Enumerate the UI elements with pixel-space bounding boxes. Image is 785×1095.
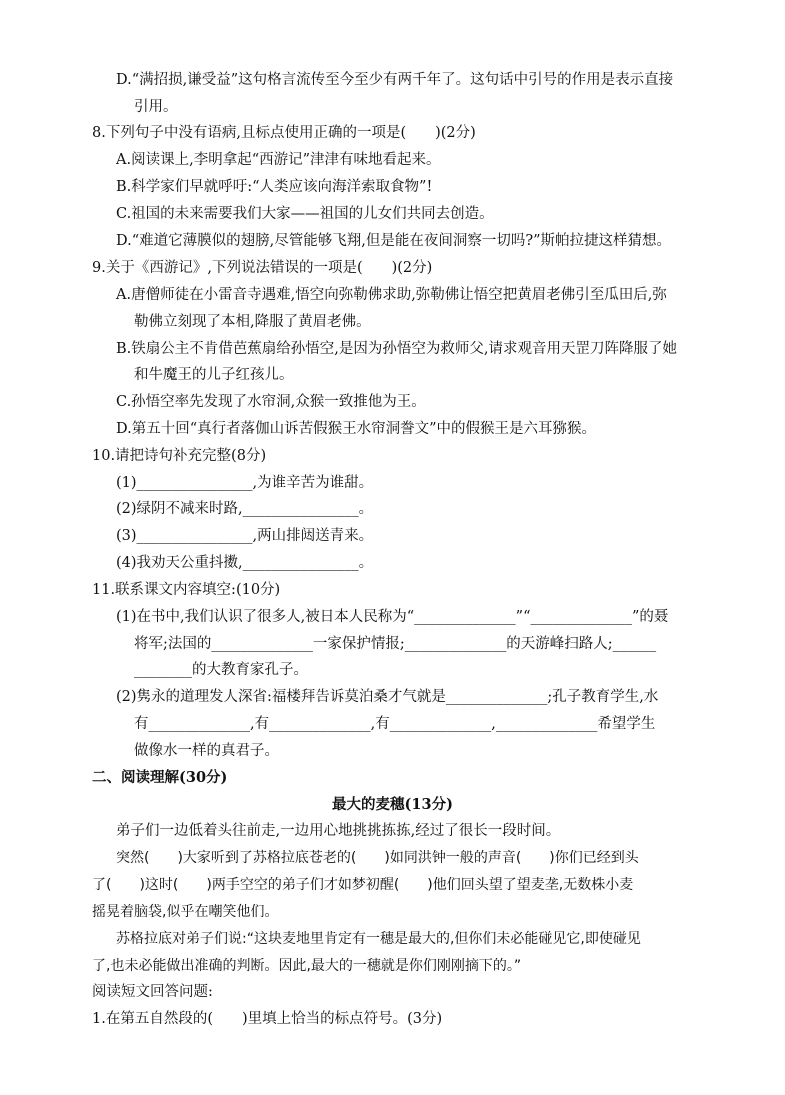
q11-item-1: (1)在书中,我们认识了很多人,被日本人民称为“______________”“______________”的聂 xyxy=(116,609,669,625)
q8-option-d: D.“难道它薄膜似的翅膀,尽管能够飞翔,但是能在夜间洞察一切吗?”斯帕拉捷这样猜想。 xyxy=(116,233,672,249)
q9-option-b: B.铁扇公主不肯借芭蕉扇给孙悟空,是因为孙悟空为救师父,请求观音用天罡刀阵降服了她 xyxy=(116,341,677,357)
q9-option-a: A.唐僧师徒在小雷音寺遇难,悟空向弥勒佛求助,弥勒佛让悟空把黄眉老佛引至瓜田后,弥 xyxy=(116,287,667,303)
q11-item-2: (2)隽永的道理发人深省:福楼拜告诉莫泊桑才气就是______________;孔子教育学生,水 xyxy=(116,689,659,705)
q10-item-2: (2)绿阴不减来时路,________________。 xyxy=(116,501,374,517)
q10-item-1: (1)________________,为谁辛苦为谁甜。 xyxy=(116,475,374,491)
q7-option-d-cont: 引用。 xyxy=(134,99,178,115)
q9-option-d: D.第五十回“真行者落伽山诉苦假猴王水帘洞誊文”中的假猴王是六耳猕猴。 xyxy=(116,421,597,437)
q11-item-1-cont2: ________的大教育家孔子。 xyxy=(134,662,308,678)
q10-item-4: (4)我劝天公重抖擞,________________。 xyxy=(116,555,374,571)
passage-paragraph-1: 弟子们一边低着头往前走,一边用心地挑挑拣拣,经过了很长一段时间。 xyxy=(116,823,561,839)
question-10: 10.请把诗句补充完整(8分) xyxy=(92,448,267,464)
reading-question-1: 1.在第五自然段的( )里填上恰当的标点符号。(3分) xyxy=(92,1011,443,1027)
passage-paragraph-3: 苏格拉底对弟子们说:“这块麦地里肯定有一穗是最大的,但你们未必能碰见它,即使碰见 xyxy=(116,931,641,947)
question-11: 11.联系课文内容填空:(10分) xyxy=(92,582,281,598)
passage-paragraph-3-cont: 了,也未必能做出准确的判断。因此,最大的一穗就是你们刚刚摘下的。” xyxy=(92,958,522,974)
section-heading: 二、阅读理解(30分) xyxy=(92,769,228,786)
q9-option-b-cont: 和牛魔王的儿子红孩儿。 xyxy=(134,367,294,383)
q11-item-1-cont: 将军;法国的______________一家保护情报;______________的天游峰扫路人;______ xyxy=(134,636,657,652)
q8-option-c: C.祖国的未来需要我们大家——祖国的儿女们共同去创造。 xyxy=(116,206,494,222)
q8-option-b: B.科学家们早就呼吁:“人类应该向海洋索取食物”! xyxy=(116,179,433,195)
question-9: 9.关于《西游记》,下列说法错误的一项是( )(2分) xyxy=(92,260,433,276)
q8-option-a: A.阅读课上,李明拿起“西游记”津津有味地看起来。 xyxy=(116,152,441,168)
q11-item-2-cont: 有______________,有______________,有______________,______________希望学生 xyxy=(134,716,656,732)
passage-paragraph-2: 突然( )大家听到了苏格拉底苍老的( )如同洪钟一般的声音( )你们已经到头 xyxy=(116,850,639,866)
q9-option-a-cont: 勒佛立刻现了本相,降服了黄眉老佛。 xyxy=(134,314,371,330)
q9-option-c: C.孙悟空率先发现了水帘洞,众猴一致推他为王。 xyxy=(116,394,426,410)
passage-paragraph-2-cont2: 摇晃着脑袋,似乎在嘲笑他们。 xyxy=(92,904,279,920)
reading-instruction: 阅读短文回答问题: xyxy=(92,984,213,1000)
q7-option-d: D.“满招损,谦受益”这句格言流传至今至少有两千年了。这句话中引号的作用是表示直接 xyxy=(116,72,674,88)
q11-item-2-cont2: 做像水一样的真君子。 xyxy=(134,743,279,759)
passage-paragraph-2-cont: 了( )这时( )两手空空的弟子们才如梦初醒( )他们回头望了望麦垄,无数株小麦 xyxy=(92,877,634,893)
q10-item-3: (3)________________,两山排闼送青来。 xyxy=(116,528,374,544)
passage-title: 最大的麦穗(13分) xyxy=(332,796,453,813)
question-8: 8.下列句子中没有语病,且标点使用正确的一项是( )(2分) xyxy=(92,125,476,141)
